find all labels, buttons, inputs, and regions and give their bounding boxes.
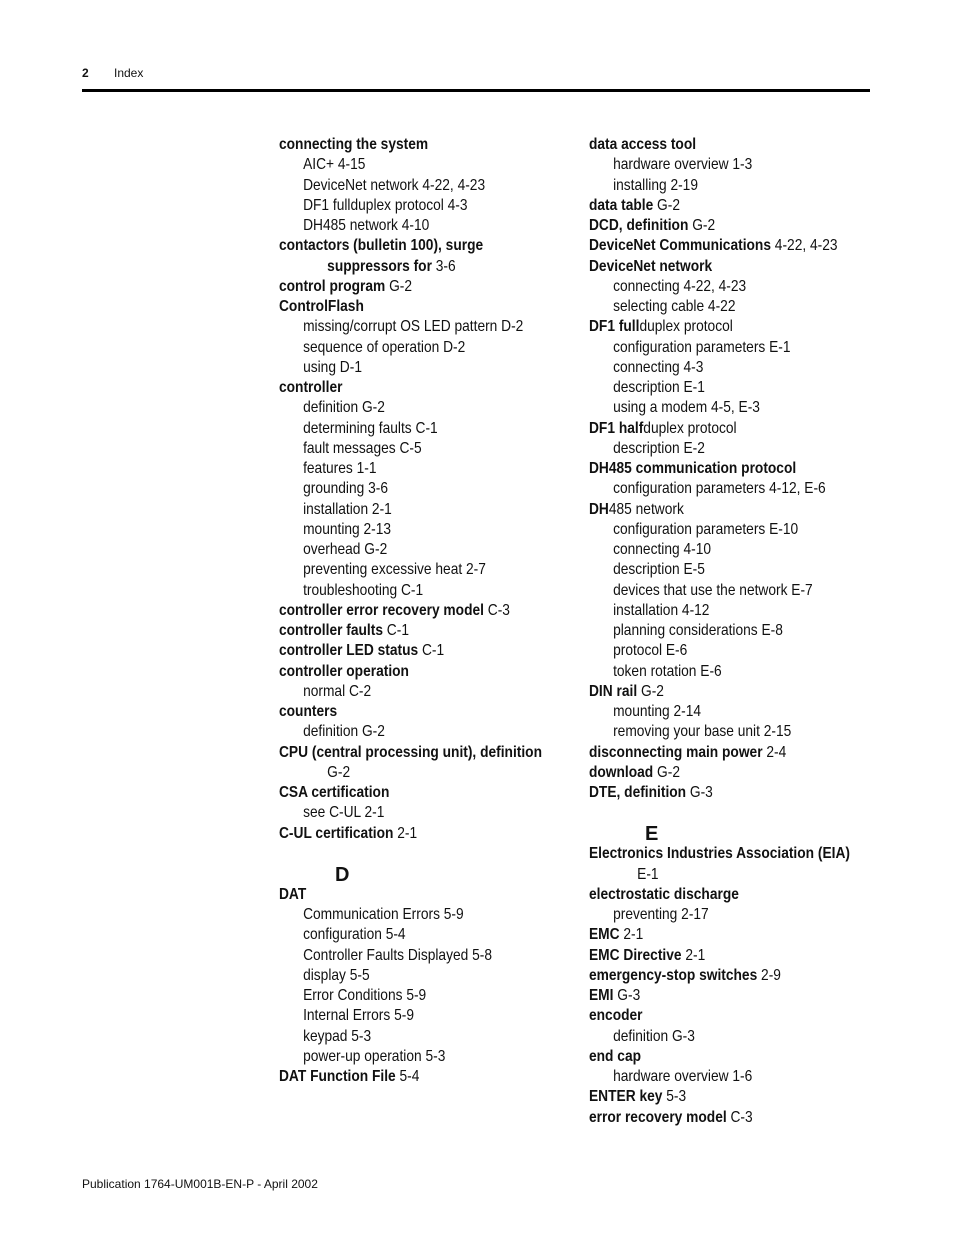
subentry-text: Communication Errors 5-9 [303,906,464,923]
index-subentry [589,581,838,601]
index-term: EMC Directive [589,946,682,964]
index-subentry [279,1027,528,1047]
index-subentry [279,398,528,418]
index-term: ControlFlash [279,298,364,315]
page-header [82,66,144,80]
index-subentry [589,601,838,621]
index-entry [279,297,528,317]
page-reference: G-2 [688,217,716,234]
subentry-text: definition G-2 [303,399,385,417]
index-term: ENTER key [589,1088,663,1106]
index-entry [589,763,838,783]
page-reference: 2-1 [619,926,644,944]
index-entry [589,844,850,864]
subentry-text: planning considerations E-8 [613,622,783,639]
subentry-text: configuration parameters 4-12, E-6 [613,480,826,498]
subentry-text: fault messages C-5 [303,439,422,457]
page-number: 2 [82,66,89,80]
index-subentry [589,358,838,378]
index-subentry [279,216,528,236]
index-subentry [279,500,528,520]
index-subentry [279,1006,528,1026]
subentry-text: display 5-5 [303,966,370,984]
page-reference: 2-4 [762,743,787,761]
index-entry [279,702,528,722]
index-subentry [589,398,838,418]
index-entry-continuation [589,865,838,885]
subentry-text: configuration 5-4 [303,926,406,944]
page-reference: 2-1 [393,824,418,842]
subentry-text: DeviceNet network 4-22, 4-23 [303,176,486,194]
index-subentry [589,621,838,641]
index-subentry [589,176,838,196]
index-term: controller [279,379,343,396]
page-reference: 2-1 [681,946,706,964]
page-reference: 5-3 [662,1088,687,1106]
index-subentry [279,317,528,337]
subentry-text: preventing excessive heat 2-7 [303,561,486,579]
index-entry [589,459,838,479]
index-entry [589,419,838,439]
index-subentry [589,722,838,742]
index-subentry [279,155,528,175]
index-term: DIN rail [589,682,638,700]
index-subentry [279,560,528,580]
index-term: EMC [589,926,620,944]
subentry-text: features 1-1 [303,460,377,477]
subentry-text: missing/corrupt OS LED pattern D-2 [303,318,524,336]
index-entry [279,601,528,621]
subentry-text: protocol E-6 [613,642,688,660]
index-term: DAT [279,885,307,903]
subentry-text: hardware overview 1-6 [613,1068,753,1085]
index-subentry [279,925,528,945]
index-letter-heading: E [645,823,659,846]
index-term: encoder [589,1007,643,1025]
index-term: controller faults [279,622,383,639]
index-entry [589,236,838,256]
index-subentry [279,459,528,479]
subentry-text: using D-1 [303,358,362,376]
subentry-text: definition G-3 [613,1027,695,1045]
index-subentry [589,540,838,560]
index-subentry [279,540,528,560]
page-reference: 5-4 [395,1068,420,1085]
index-entry [279,824,528,844]
index-subentry [589,338,838,358]
subentry-text: determining faults C-1 [303,419,438,437]
subentry-text: definition G-2 [303,723,385,741]
index-term: DH485 communication protocol [589,460,797,477]
index-subentry [589,560,838,580]
index-entry [589,1047,838,1067]
index-entry [589,783,838,803]
index-subentry [279,581,528,601]
index-entry [589,682,838,702]
subentry-text: configuration parameters E-10 [613,520,799,538]
page-reference: C-1 [382,622,409,639]
index-entry [589,966,838,986]
index-entry [589,743,838,763]
index-entry [589,925,838,945]
index-term: data table [589,196,654,214]
index-entry-continuation [279,257,528,277]
index-entry [589,196,838,216]
subentry-text: Controller Faults Displayed 5-8 [303,946,492,964]
index-entry [279,662,528,682]
subentry-text: DF1 fullduplex protocol 4-3 [303,196,468,214]
page-reference: duplex protocol [643,419,737,437]
index-subentry [589,378,838,398]
index-subentry [279,176,528,196]
subentry-text: AIC+ 4-15 [303,156,366,174]
index-entry [279,783,528,803]
subentry-text: mounting 2-14 [613,703,702,720]
page-reference: 4-22, 4-23 [770,237,838,255]
index-subentry [279,905,528,925]
subentry-text: installation 2-1 [303,500,392,518]
subentry-text: description E-5 [613,561,705,579]
index-subentry [279,439,528,459]
index-entry [279,885,528,905]
index-term: suppressors for [327,257,432,275]
index-entry [589,216,838,236]
index-subentry [589,155,838,175]
index-term: data access tool [589,136,697,153]
page-reference: G-2 [385,277,413,295]
section-title: Index [114,66,144,80]
subentry-text: installation 4-12 [613,601,710,619]
index-subentry [279,682,528,702]
index-entry [589,986,838,1006]
index-entry [589,135,838,155]
subentry-text: connecting 4-3 [613,358,704,376]
index-subentry [589,277,838,297]
subentry-text: devices that use the network E-7 [613,581,813,599]
index-term: DF1 half [589,419,644,437]
index-term: EMI [589,987,614,1004]
index-entry [279,378,528,398]
index-term: emergency-stop switches [589,966,758,984]
page-reference: 485 network [608,500,684,518]
index-subentry [589,1067,838,1087]
index-term: DH [589,500,609,518]
index-column-right [589,135,879,1128]
index-entry [589,1087,838,1107]
index-subentry [589,439,838,459]
subentry-text: troubleshooting C-1 [303,581,424,599]
index-entry [589,885,838,905]
index-subentry [589,479,838,499]
index-entry [589,500,838,520]
page-reference: G-2 [327,763,351,781]
subentry-text: preventing 2-17 [613,906,709,923]
index-entry [589,257,838,277]
index-term: DeviceNet Communications [589,237,771,255]
index-entry [279,1067,528,1087]
index-term: counters [279,703,338,720]
index-subentry [589,520,838,540]
index-subentry [589,297,838,317]
subentry-text: keypad 5-3 [303,1027,372,1045]
index-subentry [589,905,838,925]
index-term: download [589,763,654,781]
index-entry [589,1108,838,1128]
header-rule [82,89,870,92]
subentry-text: token rotation E-6 [613,662,722,680]
subentry-text: description E-1 [613,379,705,396]
subentry-text: connecting 4-10 [613,541,711,558]
subentry-text: configuration parameters E-1 [613,338,791,356]
subentry-text: sequence of operation D-2 [303,338,466,356]
subentry-text: using a modem 4-5, E-3 [613,399,760,417]
index-term: controller LED status [279,642,419,660]
subentry-text: hardware overview 1-3 [613,156,753,174]
subentry-text: removing your base unit 2-15 [613,723,792,741]
page-reference: G-2 [653,196,680,214]
index-entry-continuation [279,763,528,783]
index-term: end cap [589,1047,642,1065]
index-entry [279,621,528,641]
subentry-text: see C-UL 2-1 [303,804,385,822]
index-subentry [279,1047,528,1067]
index-subentry [279,946,528,966]
index-entry [279,135,528,155]
page-reference: G-2 [637,682,664,700]
index-term: electrostatic discharge [589,885,739,903]
page-reference: C-3 [483,601,510,619]
index-subentry [589,662,838,682]
index-entry [279,743,542,763]
subentry-text: overhead G-2 [303,541,388,558]
index-subentry [279,419,528,439]
page-reference: 3-6 [431,257,456,275]
index-subentry [279,722,528,742]
subentry-text: description E-2 [613,439,705,457]
index-term: DF1 full [589,318,640,336]
index-term: disconnecting main power [589,743,763,761]
index-subentry [279,966,528,986]
index-term: error recovery model [589,1108,727,1126]
index-subentry [589,641,838,661]
subentry-text: grounding 3-6 [303,480,389,498]
index-subentry [589,702,838,722]
page-reference: 2-9 [757,966,781,984]
subentry-text: connecting 4-22, 4-23 [613,277,747,295]
index-term: controller error recovery model [279,601,484,619]
subentry-text: DH485 network 4-10 [303,217,430,234]
subentry-text: Internal Errors 5-9 [303,1007,414,1025]
index-entry [279,277,528,297]
index-entry [279,236,528,256]
page-reference: E-1 [637,865,659,883]
index-letter-heading: D [335,863,350,886]
index-term: DeviceNet network [589,257,713,275]
index-term: controller operation [279,662,409,680]
index-subentry [279,479,528,499]
index-term: control program [279,277,386,295]
page-reference: G-3 [686,784,713,801]
page-reference: duplex protocol [639,318,733,336]
index-term: C-UL certification [279,824,394,842]
subentry-text: installing 2-19 [613,176,698,194]
subentry-text: normal C-2 [303,682,372,700]
index-subentry [279,803,528,823]
index-subentry [279,196,528,216]
index-term: DCD, definition [589,217,689,234]
index-entry [589,946,838,966]
index-term: DAT Function File [279,1068,396,1085]
page-reference: G-2 [653,763,680,781]
index-entry [279,641,528,661]
page-reference: G-3 [613,987,641,1004]
page-reference: C-3 [726,1108,753,1126]
subentry-text: Error Conditions 5-9 [303,987,427,1004]
subentry-text: power-up operation 5-3 [303,1047,446,1065]
index-entry [589,1006,838,1026]
index-column-left [279,135,569,1087]
index-term: connecting the system [279,136,429,153]
page-reference: C-1 [418,642,445,660]
index-term: contactors (bulletin 100), surge [279,237,484,255]
index-term: DTE, definition [589,784,687,801]
index-subentry [279,520,528,540]
index-term: CSA certification [279,784,390,801]
index-subentry [279,358,528,378]
subentry-text: mounting 2-13 [303,520,392,538]
index-entry [589,317,838,337]
index-subentry [279,986,528,1006]
index-subentry [279,338,528,358]
index-term: Electronics Industries Association (EIA) [589,845,850,863]
subentry-text: selecting cable 4-22 [613,298,736,315]
publication-footer: Publication 1764-UM001B-EN-P - April 2002 [82,1177,318,1191]
index-subentry [589,1027,838,1047]
index-term: CPU (central processing unit), definition [279,743,542,761]
